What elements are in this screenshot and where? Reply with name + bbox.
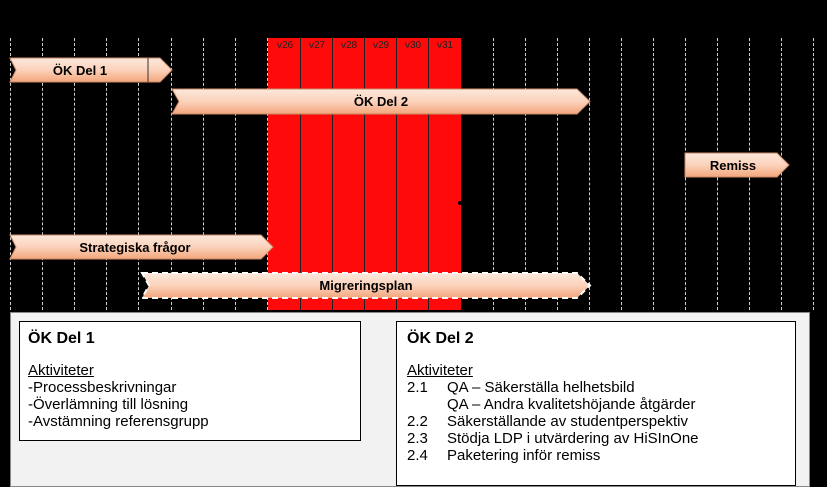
ok-del-1-box (19, 321, 361, 441)
activities-heading: Aktiviteter (28, 362, 94, 379)
week-label: v31 (436, 40, 454, 51)
marker-dot (458, 201, 462, 205)
activity-item: 2.2 Säkerställande av studentperspektiv (407, 413, 688, 430)
box-title: ÖK Del 2 (407, 330, 474, 347)
activity-item: QA – Andra kvalitetshöjande åtgärder (447, 396, 696, 413)
week-label: v29 (372, 40, 390, 51)
activity-item: 2.4 Paketering inför remiss (407, 447, 601, 464)
activities-panel (10, 312, 810, 487)
activity-item: 2.3 Stödja LDP i utvärdering av HiSInOne (407, 430, 699, 447)
activity-item: 2.1 QA – Säkerställa helhetsbild (407, 379, 635, 396)
bar-label: ÖK Del 2 (353, 94, 409, 109)
activity-item: -Processbeskrivningar (28, 379, 177, 396)
bar-label: Migreringsplan (319, 278, 413, 293)
bar-ok-del-1 (10, 58, 172, 82)
box-title: ÖK Del 1 (28, 330, 95, 347)
bar-strategiska-fragor (10, 235, 273, 259)
activity-item: -Överlämning till lösning (28, 396, 189, 413)
bar-label: Strategiska frågor (79, 239, 191, 255)
ok-del-2-box (396, 321, 796, 486)
bar-ok-del-2 (172, 89, 590, 114)
week-label: v27 (308, 40, 326, 51)
week-label: v30 (404, 40, 422, 51)
week-label: v28 (340, 40, 358, 51)
bar-label: Remiss (709, 157, 757, 173)
bar-migreringsplan (142, 273, 590, 298)
activity-item: -Avstämning referensgrupp (28, 413, 209, 430)
bar-remiss (685, 153, 789, 177)
bar-label: ÖK Del 1 (52, 62, 108, 78)
week-label: v26 (276, 40, 294, 51)
activities-heading: Aktiviteter (407, 362, 473, 379)
